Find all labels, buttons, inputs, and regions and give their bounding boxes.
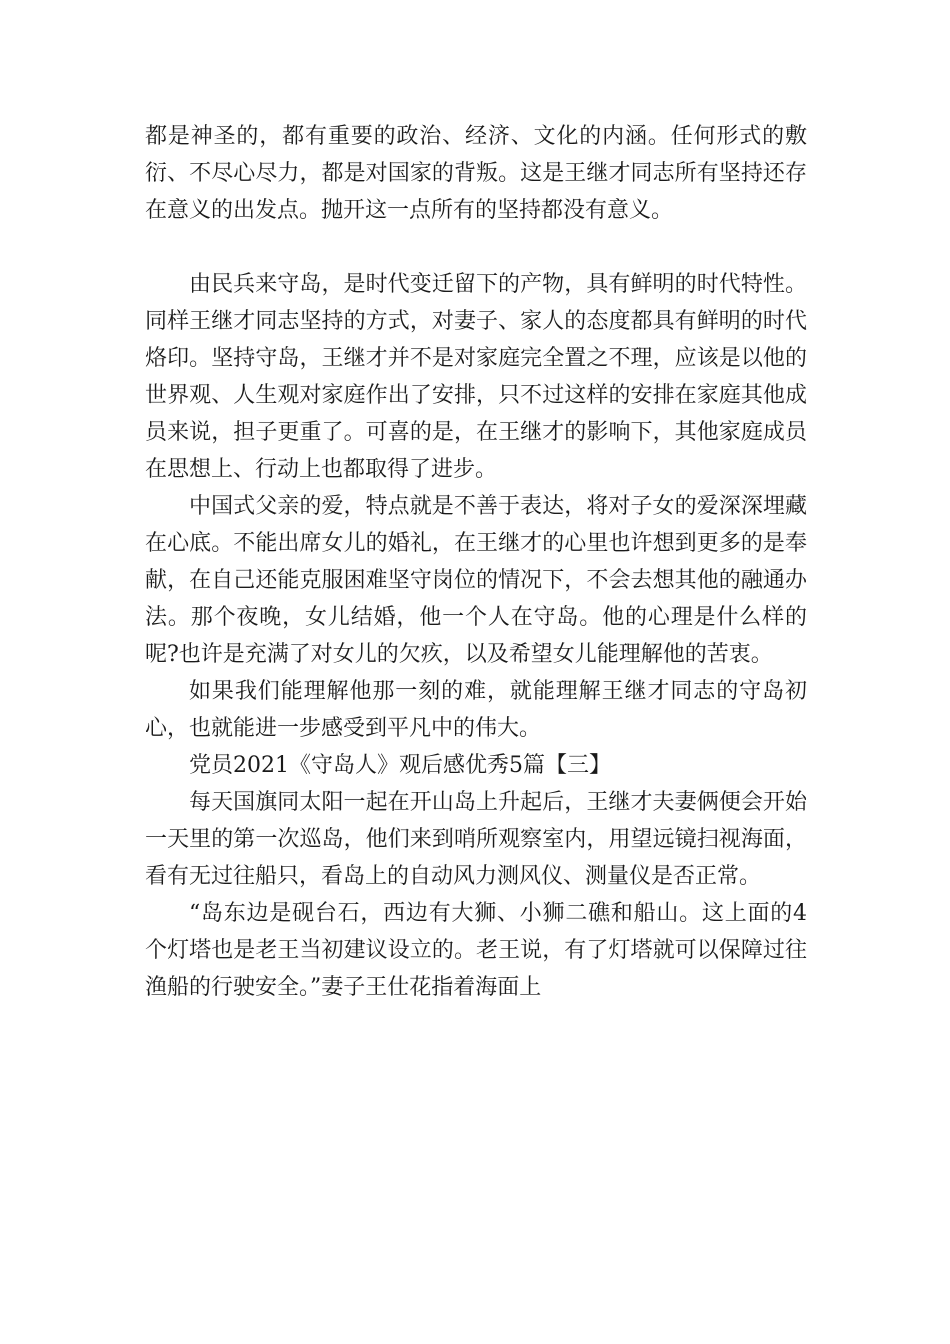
- document-body: [145, 118, 807, 1006]
- paragraph-militia: 由民兵来守岛，是时代变迁留下的产物，具有鲜明的时代特性。同样王继才同志坚持的方式，对妻子、家人的态度都具有鲜明的时代烙印。坚持守岛，王继才并不是对家庭完全置之不理，应该是以他的世界观、人生观对家庭作出了安排，只不过这样的安排在家庭其他成员来说，担子更重了。可喜的是，在王继才的影响下，其他家庭成员在思想上、行动上也都取得了进步。: [145, 272, 807, 482]
- section-heading: 党员2021《守岛人》观后感优秀5篇【三】: [189, 753, 611, 778]
- paragraph-father-love: 中国式父亲的爱，特点就是不善于表达，将对子女的爱深深埋藏在心底。不能出席女儿的婚礼，在王继才的心里也许想到更多的是奉献，在自己还能克服困难坚守岗位的情况下，不会去想其他的融通办法。那个夜晚，女儿结婚，他一个人在守岛。他的心理是什么样的呢?也许是充满了对女儿的欠疚，以及希望女儿能理解他的苦衷。: [145, 494, 807, 667]
- paragraph-understanding: 如果我们能理解他那一刻的难，就能理解王继才同志的守岛初心，也就能进一步感受到平凡中的伟大。: [145, 679, 807, 741]
- paragraph-patrol: 每天国旗同太阳一起在开山岛上升起后，王继才夫妻俩便会开始一天里的第一次巡岛，他们来到哨所观察室内，用望远镜扫视海面，看有无过往船只，看岛上的自动风力测风仪、测量仪是否正常。: [145, 790, 807, 889]
- paragraph-lighthouse: “岛东边是砚台石，西边有大狮、小狮二礁和船山。这上面的4个灯塔也是老王当初建议设立的。老王说，有了灯塔就可以保障过往渔船的行驶安全。”妻子王仕花指着海面上: [145, 901, 807, 1000]
- paragraph-continuation: 都是神圣的，都有重要的政治、经济、文化的内涵。任何形式的敷衍、不尽心尽力，都是对国家的背叛。这是王继才同志所有坚持还存在意义的出发点。抛开这一点所有的坚持都没有意义。: [145, 124, 807, 223]
